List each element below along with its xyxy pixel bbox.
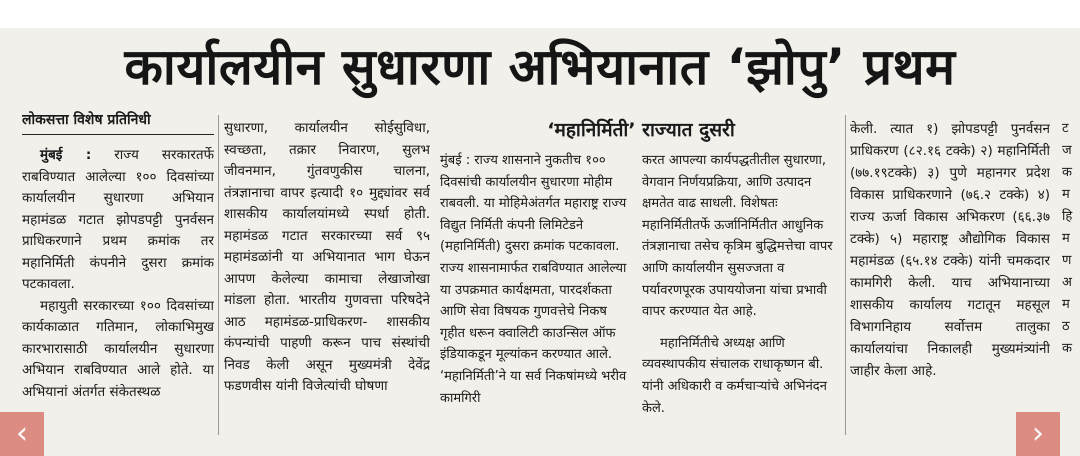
adjacent-column-fragment: ट ज क म हि म ण अ म ठ क — [1062, 121, 1073, 356]
column-1-para-2: महायुती सरकारच्या १०० दिवसांच्या कार्यकाळात गतिमान, लोकाभिमुख कारभारासाठी कार्यालयीन सुधारणा अभियान राबविण्यात आले होते. या अभियानां अंतर्गत संकेतस्थळ — [22, 297, 214, 400]
column-2 — [224, 118, 430, 398]
column-rule — [218, 115, 219, 435]
column-1-para-1-text: राज्य सरकारतर्फे राबविण्यात आलेल्या १०० दिवसांच्या कार्यालयीन सुधारणा अभियान महामंडळ गटात झोपडपट्टी पुनर्वसन प्राधिकरणाने प्रथम क्रमांक तर महानिर्मिती कंपनीने दुसरा क्रमांक पटकावला. — [22, 147, 214, 292]
previous-arrow-icon[interactable]: ‹ — [0, 412, 44, 456]
byline: लोकसत्ता विशेष प्रतिनिधी — [22, 110, 214, 135]
top-margin — [0, 0, 1080, 28]
column-3 — [440, 150, 634, 409]
column-5 — [850, 118, 1050, 382]
column-1 — [22, 110, 214, 403]
column-2-text: सुधारणा, कार्यालयीन सोईसुविधा, स्वच्छता, तक्रार निवारण, सुलभ जीवनमान, गुंतवणुकीस चालना, तंत्रज्ञानाचा वापर इत्यादी १० मुद्द्यांवर सर्व शासकीय कार्यालयांमध्ये स्पर्धा होती. महामंडळ गटात सरकारच्या सर्व ९५ महामंडळांनी या अभियानात भाग घेऊन आपण केलेल्या कामाचा लेखाजोखा मांडला होता. भारतीय गुणवत्ता परिषदेने आठ महामंडळ-प्राधिकरण- शासकीय कंपन्यांची पाहणी करून पाच संस्थांची निवड केली असून मुख्यमंत्री देवेंद्र फडणवीस यांनी विजेत्यांची घोषणा — [224, 120, 430, 394]
next-arrow-icon[interactable]: › — [1016, 412, 1060, 456]
subheading: ‘महानिर्मिती’ राज्यात दुसरी — [547, 119, 735, 141]
column-rule — [845, 115, 846, 435]
column-3-text: मुंबई : राज्य शासनाने नुकतीच १०० दिवसांची कार्यालयीन सुधारणा मोहीम राबवली. या मोहिमेअंतर्गत महाराष्ट्र राज्य विद्युत निर्मिती कंपनी लिमिटेडने (महानिर्मिती) दुसरा क्रमांक पटकावला. राज्य शासनामार्फत राबविण्यात आलेल्या या उपक्रमात कार्यक्षमता, पारदर्शकता आणि सेवा विषयक गुणवत्तेचे निकष गृहीत धरून क्वालिटी काउन्सिल ऑफ इंडियाकडून मूल्यांकन करण्यात आले. ‘महानिर्मिती’ने या सर्व निकषांमध्ये भरीव कामगिरी — [440, 153, 627, 406]
headline: कार्यालयीन सुधारणा अभियानात ‘झोपु’ प्रथम — [124, 38, 956, 96]
dateline: मुंबई : — [40, 147, 92, 163]
column-4-para-2: महानिर्मितीचे अध्यक्ष आणि व्यवस्थापकीय संचालक राधाकृष्णन बी. यांनी अधिकारी व कर्मचाऱ्यांचे अभिनंदन केले. — [642, 335, 827, 416]
column-4 — [642, 150, 842, 419]
column-5-text: केली. त्यात १) झोपडपट्टी पुनर्वसन प्राधिकरण (८२.१६ टक्के) २) महानिर्मिती (७७.१९टक्के) ३) पुणे महानगर प्रदेश विकास प्राधिकरणाने (७६.२ टक्के) ४) राज्य ऊर्जा विकास अभिकरण (६६.३७ टक्के) ५) महाराष्ट्र औद्योगिक विकास महामंडळ (६५.१४ टक्के) यांनी चमकदार कामगिरी केली. याच अभियानाच्या शासकीय कार्यालय गटातून महसूल विभागनिहाय सर्वोत्तम तालुका कार्यालयांचा निकालही मुख्यमंत्र्यांनी जाहीर केला आहे. — [850, 121, 1050, 379]
column-1-para-1 — [22, 145, 214, 296]
column-4-para-1: करत आपल्या कार्यपद्धतीतील सुधारणा, वेगवान निर्णयप्रक्रिया, आणि उत्पादन क्षमतेत वाढ साधली. विशेषतः महानिर्मितीतर्फे ऊर्जानिर्मितीत आधुनिक तंत्रज्ञानाचा तसेच कृत्रिम बुद्धिमत्तेचा वापर आणि कार्यालयीन सुसज्जता व पर्यावरणपूरक उपाययोजना यांचा प्रभावी वापर करण्यात येत आहे. — [642, 153, 833, 320]
